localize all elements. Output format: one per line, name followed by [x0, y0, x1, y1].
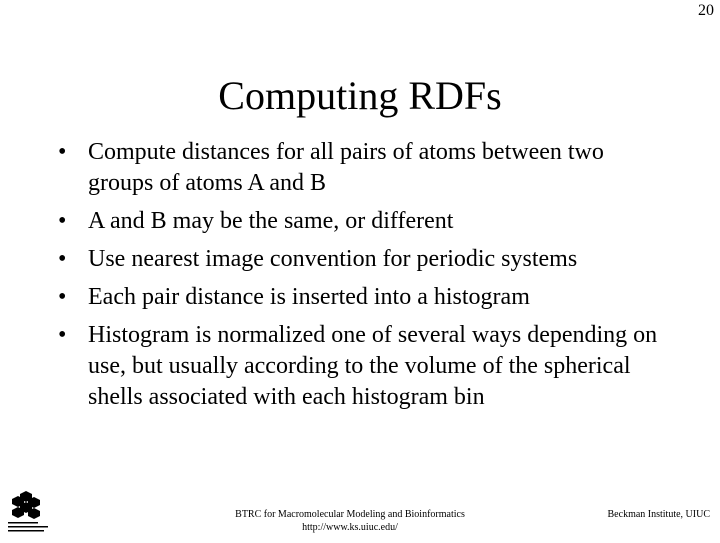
bullet-item	[58, 320, 668, 413]
bullet-text: Each pair distance is inserted into a histogram	[88, 284, 530, 310]
bullet-text: Use nearest image convention for periodic systems	[88, 246, 578, 272]
bullet-text: A and B may be the same, or different	[88, 208, 454, 234]
bullet-item	[58, 137, 668, 199]
footer-url[interactable]: http://www.ks.uiuc.edu/	[302, 522, 398, 533]
slide-number: 20	[698, 2, 714, 19]
bullet-marker: •	[58, 139, 67, 165]
bullet-marker: •	[58, 246, 67, 272]
bullet-marker: •	[58, 284, 67, 310]
bullet-text: Compute distances for all pairs of atoms between two groups of atoms A and B	[88, 139, 604, 196]
bullet-marker: •	[58, 208, 67, 234]
bullet-text: Histogram is normalized one of several ways depending on use, but usually according to the volume of the spherical shells associated with each histogram bin	[88, 322, 658, 410]
bullet-marker: •	[58, 322, 67, 348]
slide-title: Computing RDFs	[218, 73, 502, 118]
ncsa-logo-icon	[4, 490, 60, 538]
footer-center	[200, 508, 500, 534]
bullet-item	[58, 244, 668, 275]
footer-org-name: BTRC for Macromolecular Modeling and Bioinformatics	[235, 509, 465, 520]
bullet-item	[58, 206, 668, 237]
bullet-list	[58, 137, 698, 420]
footer-institution: Beckman Institute, UIUC	[607, 509, 710, 520]
bullet-item	[58, 282, 668, 313]
